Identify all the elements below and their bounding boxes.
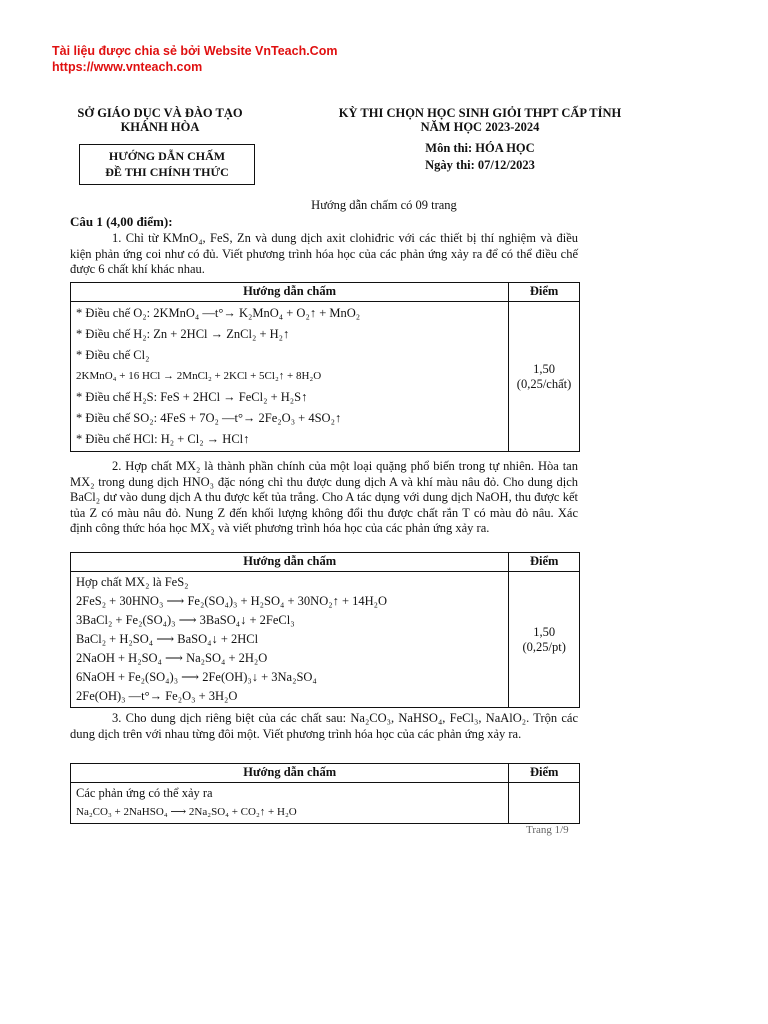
province-name: KHÁNH HÒA	[120, 120, 200, 134]
school-year: NĂM HỌC 2023-2024	[420, 120, 540, 134]
score-header: Điểm	[509, 553, 580, 572]
part2-row: 2FeS₂ + 30HNO₃ ⟶ Fe₂(SO₄)₃ + H₂SO₄ + 30NO₂↑ + 14H₂O	[76, 594, 388, 608]
part1-score: 1,50	[533, 361, 555, 376]
part2-row: Hợp chất MX₂ là FeS₂	[76, 575, 189, 589]
watermark-line1: Tài liệu được chia sẻ bởi Website VnTeach.Com	[52, 44, 338, 58]
part2-row: 3BaCl₂ + Fe₂(SO₄)₃ ⟶ 3BaSO₄↓ + 2FeCl₃	[76, 613, 295, 627]
part2-row: 6NaOH + Fe₂(SO₄)₃ ⟶ 2Fe(OH)₃↓ + 3Na₂SO₄	[76, 670, 317, 684]
part2-score: 1,50	[533, 624, 556, 639]
part1-row: * Điều chế O₂: 2KMnO₄ —t°→ K₂MnO₄ + O₂↑ + MnO₂	[76, 306, 361, 320]
part2-row: BaCl₂ + H₂SO₄ ⟶ BaSO₄↓ + 2HCl	[76, 632, 259, 646]
part2-row: 2Fe(OH)₃ —t°→ Fe₂O₃ + 3H₂O	[76, 689, 238, 703]
part3-table	[70, 763, 580, 824]
page-count-note: Hướng dẫn chấm có 09 trang	[311, 198, 457, 212]
guide-header: Hướng dẫn chấm	[71, 553, 509, 572]
part1-text: 1. Chỉ từ KMnO₄, FeS, Zn và dung dịch axit clohiđric với các thiết bị thí nghiệm và điều kiện phản ứng coi như có đủ. Viết phương trình hóa học của các phản ứng xảy ra để có thể điều chế được 6 chất khí khác nhau.	[70, 231, 578, 276]
part1-row: * Điều chế H₂S: FeS + 2HCl → FeCl₂ + H₂S↑	[76, 390, 308, 404]
exam-date: Ngày thi: 07/12/2023	[425, 158, 535, 172]
part1-table	[70, 282, 580, 452]
guide-header: Hướng dẫn chấm	[71, 283, 509, 302]
part3-text: 3. Cho dung dịch riêng biệt của các chất sau: Na₂CO₃, NaHSO₄, FeCl₃, NaAlO₂. Trộn các dung dịch trên với nhau từng đôi một. Viết phương trình hóa học của các phản ứng xảy ra.	[70, 711, 578, 741]
part3-row: Các phản ứng có thể xảy ra	[76, 786, 213, 800]
part2-table	[70, 552, 580, 708]
part3-row: Na₂CO₃ + 2NaHSO₄ ⟶ 2Na₂SO₄ + CO₂↑ + H₂O	[76, 806, 297, 818]
score-header: Điểm	[509, 283, 580, 302]
part2-score-note: (0,25/pt)	[522, 639, 566, 654]
exam-title: KỲ THI CHỌN HỌC SINH GIỎI THPT CẤP TỈNH	[338, 106, 622, 120]
part1-row: * Điều chế HCl: H₂ + Cl₂ → HCl↑	[76, 432, 250, 446]
subject: Môn thi: HÓA HỌC	[425, 141, 535, 155]
question1-title: Câu 1 (4,00 điểm):	[70, 214, 173, 229]
watermark-url[interactable]: https://www.vnteach.com	[52, 60, 203, 74]
part1-score-note: (0,25/chất)	[516, 376, 572, 391]
page-footer: Trang 1/9	[526, 824, 569, 836]
guide-header: Hướng dẫn chấm	[71, 764, 509, 783]
part1-row: * Điều chế Cl₂	[76, 348, 150, 362]
part2-text: 2. Hợp chất MX₂ là thành phần chính của một loại quặng phổ biến trong tự nhiên. Hòa tan MX₂ trong dung dịch HNO₃ đặc nóng chỉ thu được dung dịch A và khí màu nâu đỏ. Cho dung dịch BaCl₂ dư vào dung dịch A thu được kết tủa trắng. Cho A tác dụng với dung dịch NaOH, thu được kết tủa Z có màu nâu đỏ. Nung Z đến khối lượng không đổi thu được chất rắn T có màu đỏ nâu. Xác định công thức hóa học MX₂ và viết phương trình hóa học của các phản ứng xảy ra.	[70, 459, 578, 535]
box-title: HƯỚNG DẪN CHẤM	[108, 149, 226, 163]
part1-row: * Điều chế SO₂: 4FeS + 7O₂ —t°→ 2Fe₂O₃ + 4SO₂↑	[76, 411, 342, 425]
part2-row: 2NaOH + H₂SO₄ ⟶ Na₂SO₄ + 2H₂O	[76, 651, 268, 665]
part1-row: * Điều chế H₂: Zn + 2HCl → ZnCl₂ + H₂↑	[76, 327, 290, 341]
part1-row: 2KMnO₄ + 16 HCl → 2MnCl₂ + 2KCl + 5Cl₂↑ + 8H₂O	[76, 370, 322, 382]
official-exam-box	[79, 144, 255, 185]
score-header: Điểm	[509, 764, 580, 783]
dept-name: SỞ GIÁO DỤC VÀ ĐÀO TẠO	[77, 106, 243, 120]
box-subtitle: ĐỀ THI CHÍNH THỨC	[105, 165, 229, 179]
